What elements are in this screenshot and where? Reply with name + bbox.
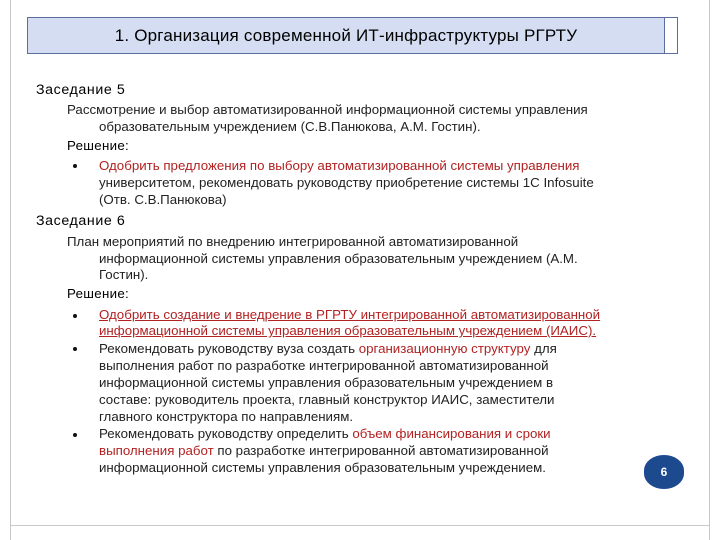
slide-title: 1. Организация современной ИТ-инфраструктуры РГРТУ — [114, 25, 578, 45]
bullet-line: главного конструктора по направлениям. — [99, 409, 354, 424]
section-intro-line: информационной системы управления образовательным учреждением (А.М. — [99, 251, 578, 266]
highlight-text: организационную структуру — [358, 341, 531, 356]
bullet-text: для — [530, 341, 557, 356]
bullet-dot — [73, 433, 77, 437]
section-intro-line: Рассмотрение и выбор автоматизированной информационной системы управления — [67, 102, 588, 117]
bullet-dot — [73, 347, 77, 351]
bullet-text: Рекомендовать руководству определить — [99, 426, 353, 441]
page-number: 6 — [660, 465, 668, 479]
bullet-line — [99, 426, 551, 442]
page-number-badge — [644, 455, 684, 489]
bullet-line: информационной системы управления образовательным учреждением (ИАИС). — [99, 323, 597, 338]
bullet-line: Одобрить создание и внедрение в РГРТУ интегрированной автоматизированной — [99, 307, 601, 322]
section-intro-line: образовательным учреждением (С.В.Панюкова, А.М. Гостин). — [99, 119, 481, 134]
bullet-text: Рекомендовать руководству вуза создать — [99, 341, 359, 356]
bullet-line: составе: руководитель проекта, главный конструктор ИАИС, заместители — [99, 392, 555, 407]
bullet-line — [99, 443, 549, 459]
section-heading: Заседание 5 — [36, 82, 126, 98]
section-intro-line: Гостин). — [99, 267, 149, 282]
bullet-line: Одобрить предложения по выбору автоматизированной системы управления — [99, 158, 580, 173]
bullet-line: университетом, рекомендовать руководству приобретение системы 1С Infosuite — [99, 175, 594, 190]
bullet-line: (Отв. С.В.Панюкова) — [99, 192, 227, 207]
highlight-text: объем финансирования и сроки — [352, 426, 551, 441]
decision-label: Решение: — [67, 138, 130, 153]
bullet-line — [99, 341, 557, 357]
decision-label: Решение: — [67, 286, 130, 301]
section-heading: Заседание 6 — [36, 213, 126, 229]
bullet-line: информационной системы управления образовательным учреждением. — [99, 460, 546, 475]
bullet-line: информационной системы управления образовательным учреждением в — [99, 375, 554, 390]
bullet-line: выполнения работ по разработке интегрированной автоматизированной — [99, 358, 549, 373]
highlight-text: выполнения работ — [99, 443, 214, 458]
bullet-dot — [73, 164, 77, 168]
section-intro-line: План мероприятий по внедрению интегрированной автоматизированной — [67, 234, 519, 249]
bullet-dot — [73, 314, 77, 318]
bullet-text: по разработке интегрированной автоматизированной — [213, 443, 549, 458]
